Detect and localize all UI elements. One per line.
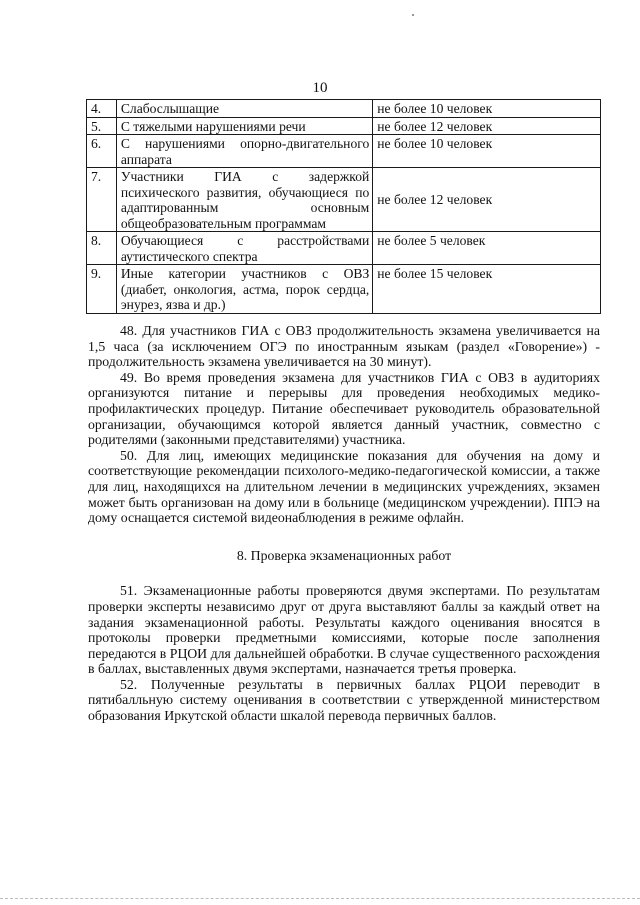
paragraph-50: 50. Для лиц, имеющих медицинские показания для обучения на дому и соответствующие рекомендации психолого-медико-педагогической комиссии, а также для лиц, находящихся на длительном лечении в медицинских учреждениях, экзамен может быть организован на дому или в больнице (медицинском учреждении). ППЭ на дому оснащается системой видеонаблюдения в режиме офлайн.	[88, 447, 600, 526]
paragraph-49: 49. Во время проведения экзамена для участников ГИА с ОВЗ в аудиториях организуются питание и перерывы для проведения необходимых медико-профилактических процедур. Питание обеспечивает руководитель образовательной организации, обучающимся которой является данный участник, совместно с родителями (законными представителями) участника.	[88, 369, 600, 448]
row-limit: не более 12 человек	[373, 168, 601, 232]
paragraph-51: 51. Экзаменационные работы проверяются двумя экспертами. По результатам проверки эксперты независимо друг от друга выставляют баллы за каждый ответ на задания экзаменационной работы. Результаты каждого оценивания вносятся в протоколы проверки предметными комиссиями, которые после заполнения передаются в РЦОИ для дальнейшей обработки. В случае существенного расхождения в баллах, выставленных двумя экспертами, назначается третья проверка.	[88, 583, 600, 677]
scan-edge-line	[0, 898, 640, 900]
table-row	[87, 135, 601, 168]
row-category: С нарушениями опорно-двигательного аппарата	[116, 135, 372, 168]
row-limit: не более 5 человек	[373, 232, 601, 265]
row-number: 5.	[87, 117, 117, 135]
table-row	[87, 168, 601, 232]
section-heading: 8. Проверка экзаменационных работ	[236, 547, 452, 563]
paragraph-52: 52. Полученные результаты в первичных баллах РЦОИ переводит в пятибалльную систему оценивания в соответствии с утвержденной министерством образования Иркутской области шкалой перевода первичных баллов.	[88, 676, 600, 724]
page-number: 10	[312, 80, 328, 96]
row-number: 6.	[87, 135, 117, 168]
row-number: 9.	[87, 265, 117, 314]
table-row	[87, 265, 601, 314]
row-category: Обучающиеся с расстройствами аутистического спектра	[116, 232, 372, 265]
row-category: Участники ГИА с задержкой психического развития, обучающиеся по адаптированным основным общеобразовательным программам	[116, 168, 372, 232]
row-category: С тяжелыми нарушениями речи	[116, 117, 372, 135]
row-category: Слабослышащие	[116, 100, 372, 118]
row-number: 8.	[87, 232, 117, 265]
row-number: 4.	[87, 100, 117, 118]
row-limit: не более 12 человек	[373, 117, 601, 135]
row-limit: не более 15 человек	[373, 265, 601, 314]
body-text	[88, 323, 600, 724]
paragraph-48: 48. Для участников ГИА с ОВЗ продолжительность экзамена увеличивается на 1,5 часа (за исключением ОГЭ по иностранным языкам (раздел «Говорение») - продолжительность экзамена увеличивается на 30 минут).	[88, 323, 600, 370]
table-row	[87, 117, 601, 135]
row-number: 7.	[87, 168, 117, 232]
group-size-table	[86, 99, 601, 314]
table-row	[87, 232, 601, 265]
row-limit: не более 10 человек	[373, 135, 601, 168]
row-limit: не более 10 человек	[373, 100, 601, 118]
row-category: Иные категории участников с ОВЗ (диабет, онкология, астма, порок сердца, энурез, язва и др.)	[116, 265, 372, 314]
table-row	[87, 100, 601, 118]
scan-speck	[412, 14, 414, 16]
